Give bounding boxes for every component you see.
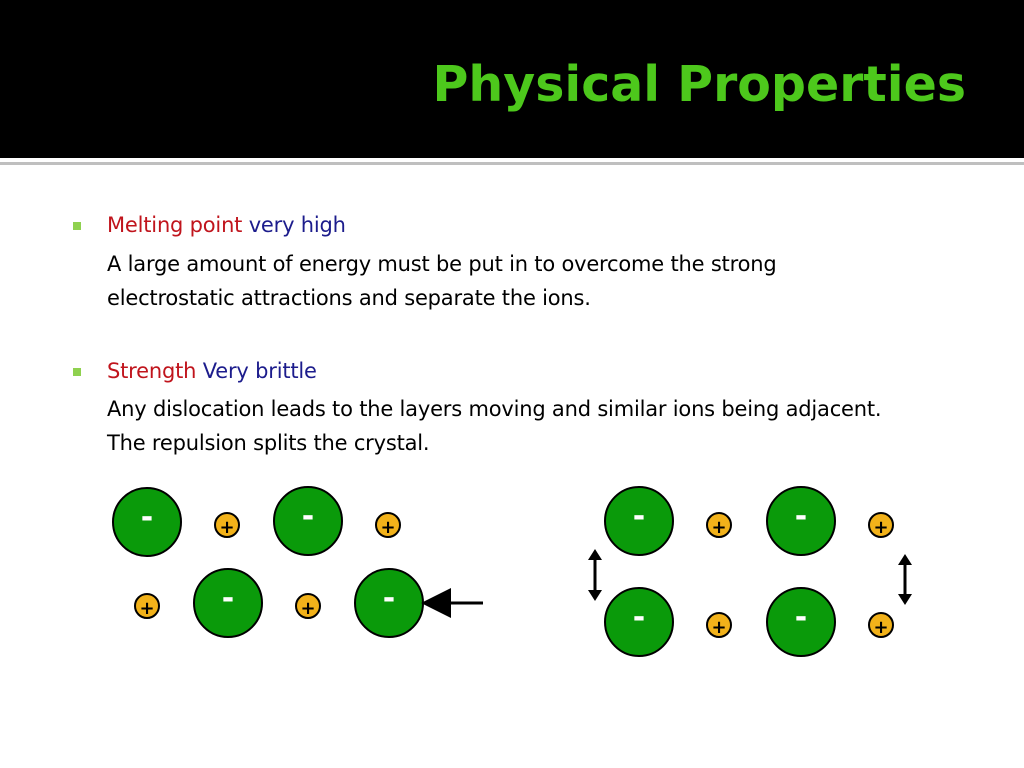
bullet-1-text-line-1: A large amount of energy must be put in to overcome the strong <box>107 252 777 276</box>
cation-ion <box>215 513 239 538</box>
left-lattice <box>113 487 483 637</box>
bullet-2-label: Strength <box>107 359 197 383</box>
cation-symbol: + <box>873 517 889 538</box>
cation-symbol: + <box>711 617 727 638</box>
anion-symbol: - <box>301 499 315 534</box>
cation-ion <box>707 513 731 538</box>
repulsion-arrow-icon <box>898 554 912 605</box>
cation-symbol: + <box>711 517 727 538</box>
bullet-1-value: very high <box>248 213 346 237</box>
bullet-1-text-line-2: electrostatic attractions and separate the ions. <box>107 286 591 310</box>
cation-symbol: + <box>873 617 889 638</box>
repulsion-arrow-icon <box>588 549 602 601</box>
anion-ion <box>605 588 673 656</box>
anion-symbol: - <box>140 500 154 535</box>
bullet-2-text-line-1: Any dislocation leads to the layers moving and similar ions being adjacent. <box>107 397 882 421</box>
anion-symbol: - <box>221 581 235 616</box>
bullet-1-label: Melting point <box>107 213 243 237</box>
bullet-2-value: Very brittle <box>202 359 317 383</box>
cation-ion <box>376 513 400 538</box>
anion-ion <box>113 488 181 556</box>
slide-title: Physical Properties <box>432 56 966 113</box>
cation-ion <box>869 613 893 638</box>
anion-ion <box>194 569 262 637</box>
cation-symbol: + <box>139 598 155 619</box>
anion-symbol: - <box>382 581 396 616</box>
anion-ion <box>605 487 673 555</box>
anion-ion <box>767 487 835 555</box>
bullet-2-text-line-2: The repulsion splits the crystal. <box>107 431 430 455</box>
anion-ion <box>274 487 342 555</box>
cation-ion <box>869 513 893 538</box>
anion-symbol: - <box>632 600 646 635</box>
cation-ion <box>135 594 159 619</box>
cation-ion <box>707 613 731 638</box>
anion-symbol: - <box>794 600 808 635</box>
right-lattice <box>588 487 912 656</box>
anion-ion <box>355 569 423 637</box>
cation-symbol: + <box>300 598 316 619</box>
cation-symbol: + <box>380 517 396 538</box>
anion-symbol: - <box>632 499 646 534</box>
cation-symbol: + <box>219 517 235 538</box>
anion-ion <box>767 588 835 656</box>
anion-symbol: - <box>794 499 808 534</box>
cation-ion <box>296 594 320 619</box>
